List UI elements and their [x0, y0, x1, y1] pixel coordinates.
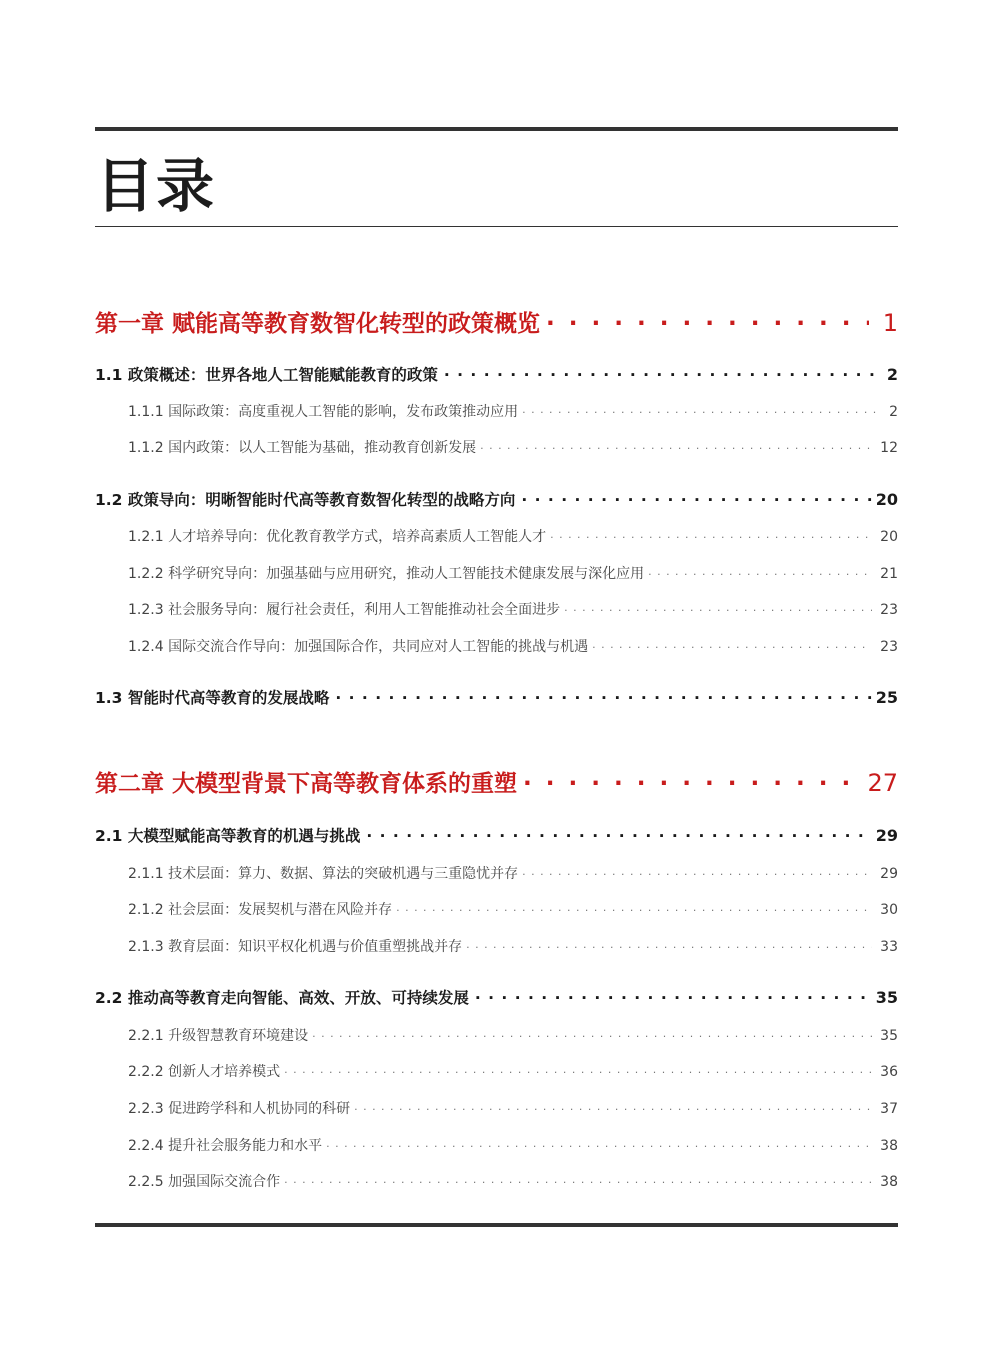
toc-subsection-2-1-1[interactable] — [128, 863, 898, 883]
toc-label: 1.2.1 人才培养导向：优化教育教学方式，培养高素质人工智能人才 — [128, 529, 547, 545]
dot-leader — [521, 491, 871, 509]
toc-subsection-2-2-3[interactable] — [128, 1098, 898, 1118]
toc-label: 2.2.1 升级智慧教育环境建设 — [128, 1028, 309, 1044]
toc-page-number: 23 — [880, 602, 898, 618]
dot-leader — [354, 1103, 872, 1116]
toc-page-number: 2 — [889, 404, 898, 420]
dot-leader — [284, 1066, 872, 1079]
dot-leader — [480, 442, 872, 455]
toc-page-number: 20 — [875, 490, 898, 509]
toc-subsection-1-1-1[interactable] — [128, 401, 898, 421]
toc-label: 第一章 赋能高等教育数智化转型的政策概览 — [95, 311, 541, 337]
toc-page-number: 38 — [880, 1174, 898, 1190]
dot-leader — [546, 311, 869, 337]
toc-subsection-2-1-2[interactable] — [128, 899, 898, 919]
toc-label: 2.2.5 加强国际交流合作 — [128, 1174, 281, 1190]
dot-leader — [648, 568, 872, 581]
toc-page-number: 23 — [880, 639, 898, 655]
dot-leader — [366, 827, 871, 845]
dot-leader — [312, 1030, 872, 1043]
toc-label: 1.1.2 国内政策：以人工智能为基础，推动教育创新发展 — [128, 440, 477, 456]
toc-subsection-2-2-1[interactable] — [128, 1025, 898, 1045]
bottom-rule — [95, 1223, 898, 1227]
top-rule — [95, 127, 898, 131]
toc-section-1-3[interactable] — [95, 686, 898, 708]
dot-leader — [444, 366, 883, 384]
toc-label: 1.2.4 国际交流合作导向：加强国际合作，共同应对人工智能的挑战与机遇 — [128, 639, 589, 655]
toc-page-number: 25 — [875, 688, 898, 707]
toc-page-number: 2 — [886, 365, 898, 384]
toc-subsection-2-2-4[interactable] — [128, 1135, 898, 1155]
toc-subsection-1-2-4[interactable] — [128, 636, 898, 656]
toc-page-number: 35 — [875, 988, 898, 1007]
toc-page-number: 1 — [882, 309, 898, 337]
toc-page-number: 21 — [880, 566, 898, 582]
toc-subsection-2-2-2[interactable] — [128, 1061, 898, 1081]
dot-leader — [592, 641, 872, 654]
toc-page-number: 38 — [880, 1138, 898, 1154]
toc-page-number: 12 — [880, 440, 898, 456]
toc-label: 2.1.1 技术层面：算力、数据、算法的突破机遇与三重隐忧并存 — [128, 866, 519, 882]
toc-subsection-1-1-2[interactable] — [128, 437, 898, 457]
toc-label: 1.3 智能时代高等教育的发展战略 — [95, 689, 330, 707]
toc-label: 2.2.4 提升社会服务能力和水平 — [128, 1138, 323, 1154]
toc-page-number: 35 — [880, 1028, 898, 1044]
toc-label: 1.1 政策概述：世界各地人工智能赋能教育的政策 — [95, 366, 438, 384]
toc-section-1-2[interactable] — [95, 488, 898, 510]
dot-leader — [335, 689, 871, 707]
dot-leader — [284, 1176, 872, 1189]
toc-label: 1.2 政策导向：明晰智能时代高等教育数智化转型的战略方向 — [95, 491, 516, 509]
toc-page-number: 30 — [880, 902, 898, 918]
dot-leader — [523, 771, 853, 797]
dot-leader — [550, 531, 872, 544]
toc-subsection-2-1-3[interactable] — [128, 936, 898, 956]
toc-section-2-2[interactable] — [95, 986, 898, 1008]
toc-page-number: 20 — [880, 529, 898, 545]
dot-leader — [522, 406, 881, 419]
toc-page-number: 33 — [880, 939, 898, 955]
toc-label: 1.2.3 社会服务导向：履行社会责任，利用人工智能推动社会全面进步 — [128, 602, 561, 618]
dot-leader — [396, 904, 872, 917]
toc-subsection-2-2-5[interactable] — [128, 1171, 898, 1191]
toc-page-number: 36 — [880, 1064, 898, 1080]
toc-label: 2.1.2 社会层面：发展契机与潜在风险并存 — [128, 902, 393, 918]
dot-leader — [326, 1140, 872, 1153]
toc-label: 2.2.3 促进跨学科和人机协同的科研 — [128, 1101, 351, 1117]
toc-label: 2.1 大模型赋能高等教育的机遇与挑战 — [95, 827, 361, 845]
toc-page-number: 37 — [880, 1101, 898, 1117]
toc-chapter-1[interactable] — [95, 305, 898, 338]
toc-subsection-1-2-1[interactable] — [128, 526, 898, 546]
toc-label: 2.2 推动高等教育走向智能、高效、开放、可持续发展 — [95, 989, 469, 1007]
toc-label: 第二章 大模型背景下高等教育体系的重塑 — [95, 771, 518, 797]
dot-leader — [564, 604, 872, 617]
toc-section-2-1[interactable] — [95, 824, 898, 846]
dot-leader — [475, 989, 872, 1007]
page-title: 目录 — [96, 152, 217, 220]
toc-page-number: 29 — [880, 866, 898, 882]
toc-subsection-1-2-2[interactable] — [128, 563, 898, 583]
toc-label: 1.1.1 国际政策：高度重视人工智能的影响，发布政策推动应用 — [128, 404, 519, 420]
toc-page-number: 27 — [867, 769, 898, 797]
toc-label: 1.2.2 科学研究导向：加强基础与应用研究，推动人工智能技术健康发展与深化应用 — [128, 566, 645, 582]
title-divider — [95, 226, 898, 227]
toc-subsection-1-2-3[interactable] — [128, 599, 898, 619]
toc-page-number: 29 — [875, 826, 898, 845]
toc-label: 2.1.3 教育层面：知识平权化机遇与价值重塑挑战并存 — [128, 939, 463, 955]
dot-leader — [466, 941, 872, 954]
dot-leader — [522, 868, 872, 881]
toc-label: 2.2.2 创新人才培养模式 — [128, 1064, 281, 1080]
toc-section-1-1[interactable] — [95, 363, 898, 385]
toc-chapter-2[interactable] — [95, 765, 898, 798]
